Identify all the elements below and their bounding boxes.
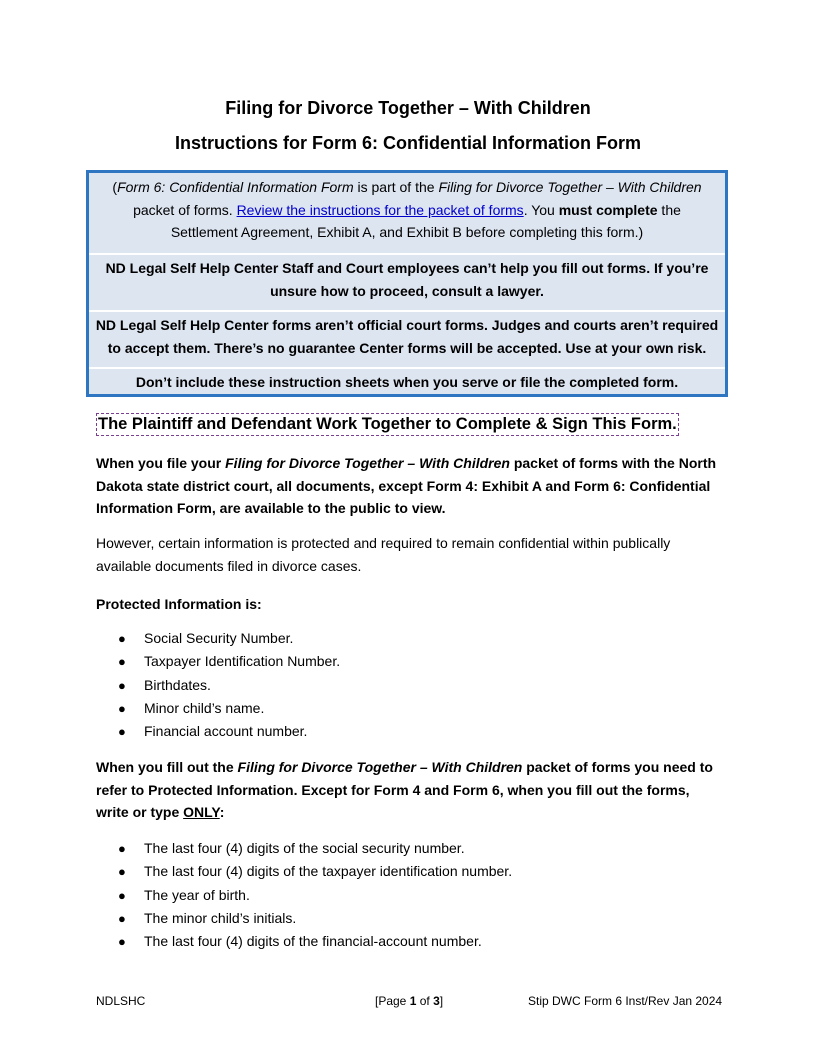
- notice-divider: [89, 310, 725, 312]
- list-item: ● Birthdates.: [96, 674, 726, 697]
- list-item: ● The last four (4) digits of the social security number.: [96, 837, 726, 860]
- list-item: ● Taxpayer Identification Number.: [96, 650, 726, 673]
- notice-paragraph-intro: (Form 6: Confidential Information Form is part of the Filing for Divorce Together – With Children packet of forms. Review the instructions for the packet of forms. You must complete the Settlement Agreement, Exhibit A, and Exhibit B before completing this form.): [112, 179, 702, 240]
- notice-paragraph-staff: ND Legal Self Help Center Staff and Court employees can’t help you fill out forms. If you’re unsure how to proceed, consult a lawyer.: [105, 260, 709, 299]
- bullet-icon: ●: [118, 887, 126, 903]
- paragraph-write-only: When you fill out the Filing for Divorce Together – With Children packet of forms you need to refer to Protected Information. Except for Form 4 and Form 6, when you fill out the forms, write or type ONLY:: [96, 759, 713, 820]
- bullet-icon: ●: [118, 654, 126, 670]
- bullet-icon: ●: [118, 864, 126, 880]
- bullet-icon: ●: [118, 910, 126, 926]
- notice-box: [86, 170, 728, 397]
- list-item: ● The last four (4) digits of the financial-account number.: [96, 930, 726, 953]
- form-name: Form 6: Confidential Information Form: [117, 179, 354, 195]
- bullet-icon: ●: [118, 841, 126, 856]
- bullet-icon: ●: [118, 724, 126, 740]
- notice-divider: [89, 367, 725, 369]
- bullet-icon: ●: [118, 677, 126, 693]
- footer-org: NDLSHC: [96, 994, 146, 1008]
- list-item: ● The minor child’s initials.: [96, 907, 726, 930]
- section-heading: The Plaintiff and Defendant Work Together to Complete & Sign This Form.: [96, 413, 679, 436]
- footer-page-number: [Page 1 of 3]: [375, 994, 444, 1008]
- notice-paragraph-serve: Don’t include these instruction sheets when you serve or file the completed form.: [135, 374, 679, 390]
- notice-divider: [89, 253, 725, 255]
- notice-paragraph-official: ND Legal Self Help Center forms aren’t official court forms. Judges and courts aren’t required to accept them. There’s no guarantee Center forms will be accepted. Use at your own risk.: [95, 317, 719, 356]
- footer-form-id: Stip DWC Form 6 Inst/Rev Jan 2024: [528, 994, 723, 1008]
- protected-info-list: [96, 627, 726, 743]
- list-item: ● The last four (4) digits of the taxpayer identification number.: [96, 860, 726, 883]
- list-item: ● Minor child’s name.: [96, 697, 726, 720]
- page-title: Filing for Divorce Together – With Children: [225, 98, 591, 118]
- list-item: ● Social Security Number.: [96, 627, 726, 650]
- list-item: ● The year of birth.: [96, 884, 726, 907]
- page-subtitle: Instructions for Form 6: Confidential Information Form: [175, 133, 641, 153]
- protected-info-label: Protected Information is:: [96, 596, 262, 612]
- write-only-list: [96, 837, 726, 953]
- packet-instructions-link[interactable]: Review the instructions for the packet of forms: [236, 201, 524, 218]
- paragraph-confidential: However, certain information is protected and required to remain confidential within publically available documents filed in divorce cases.: [96, 535, 671, 574]
- bullet-icon: ●: [118, 700, 126, 716]
- packet-name: Filing for Divorce Together – With Children: [438, 179, 702, 195]
- bullet-icon: ●: [118, 934, 126, 950]
- paragraph-filing-public: When you file your Filing for Divorce Together – With Children packet of forms with the North Dakota state district court, all documents, except Form 4: Exhibit A and Form 6: Confidential Information Form, are available to the public to view.: [96, 455, 717, 516]
- list-item: ● Financial account number.: [96, 720, 726, 743]
- bullet-icon: ●: [118, 631, 126, 646]
